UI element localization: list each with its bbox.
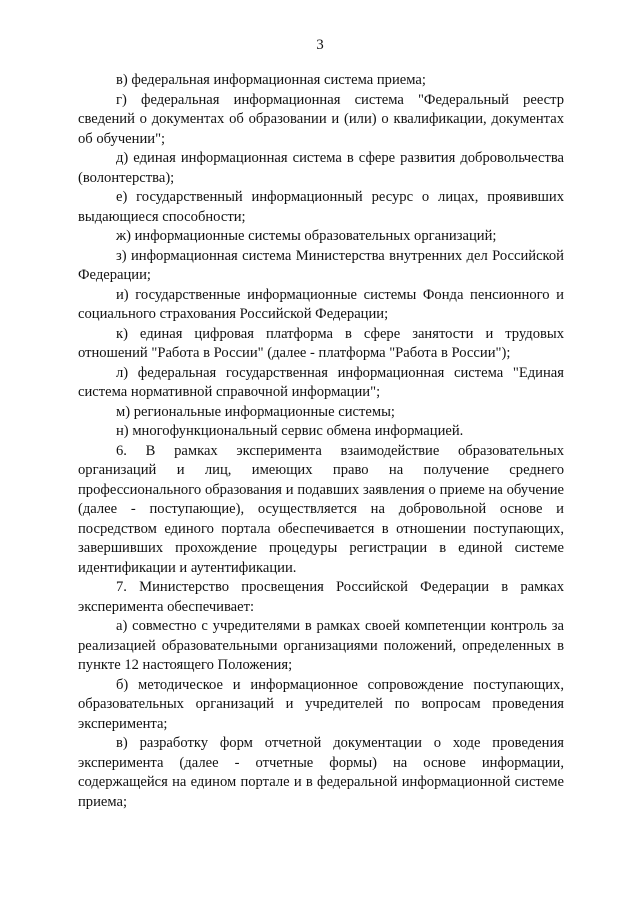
paragraph-item-v-2: в) разработку форм отчетной документации о ходе проведения эксперимента (далее - отчетные формы) на основе информации, содержащейся на едином портале и в федеральной информационной системе приема;: [78, 735, 564, 810]
paragraph-item-z: з) информационная система Министерства внутренних дел Российской Федерации;: [78, 247, 564, 283]
paragraph-item-v: в) федеральная информационная система приема;: [116, 72, 426, 88]
paragraph-section-7: 7. Министерство просвещения Российской Федерации в рамках эксперимента обеспечивает:: [78, 579, 564, 615]
paragraph-item-l: л) федеральная государственная информационная система "Единая система нормативной справочной информации";: [78, 364, 564, 400]
paragraph-item-b: б) методическое и информационное сопровождение поступающих, образовательных организаций и учредителей по вопросам проведения эксперимента;: [78, 676, 564, 732]
paragraph-item-g: г) федеральная информационная система "Федеральный реестр сведений о документах об образовании и (или) о квалификации, документах об обучении";: [78, 91, 564, 147]
paragraph-item-zh: ж) информационные системы образовательных организаций;: [116, 228, 497, 244]
paragraph-item-m: м) региональные информационные системы;: [116, 403, 395, 420]
paragraph-item-a: а) совместно с учредителями в рамках своей компетенции контроль за реализацией образовательными организациями положений, определенных в пункте 12 настоящего Положения;: [78, 618, 564, 673]
paragraph-item-i: и) государственные информационные системы Фонда пенсионного и социального страхования Российской Федерации;: [78, 286, 564, 322]
document-body: [78, 71, 564, 812]
paragraph-item-e: е) государственный информационный ресурс о лицах, проявивших выдающиеся способности;: [78, 189, 564, 225]
paragraph-item-d: д) единая информационная система в сфере развития добровольчества (волонтерства);: [78, 150, 564, 186]
paragraph-item-k: к) единая цифровая платформа в сфере занятости и трудовых отношений "Работа в России" (далее - платформа "Работа в России");: [78, 325, 564, 361]
page-number: 3: [316, 37, 324, 53]
paragraph-section-6: 6. В рамках эксперимента взаимодействие образовательных организаций и лиц, имеющих право на получение среднего профессионального образования и подавших заявления о приеме на обучение (далее - поступающие), осуществляется на добровольной основе и посредством единого портала обеспечивается в отношении поступающих, завершивших прохождение процедуры регистрации в единой системе идентификации и аутентификации.: [78, 442, 564, 576]
paragraph-item-n: н) многофункциональный сервис обмена информацией.: [116, 423, 464, 439]
